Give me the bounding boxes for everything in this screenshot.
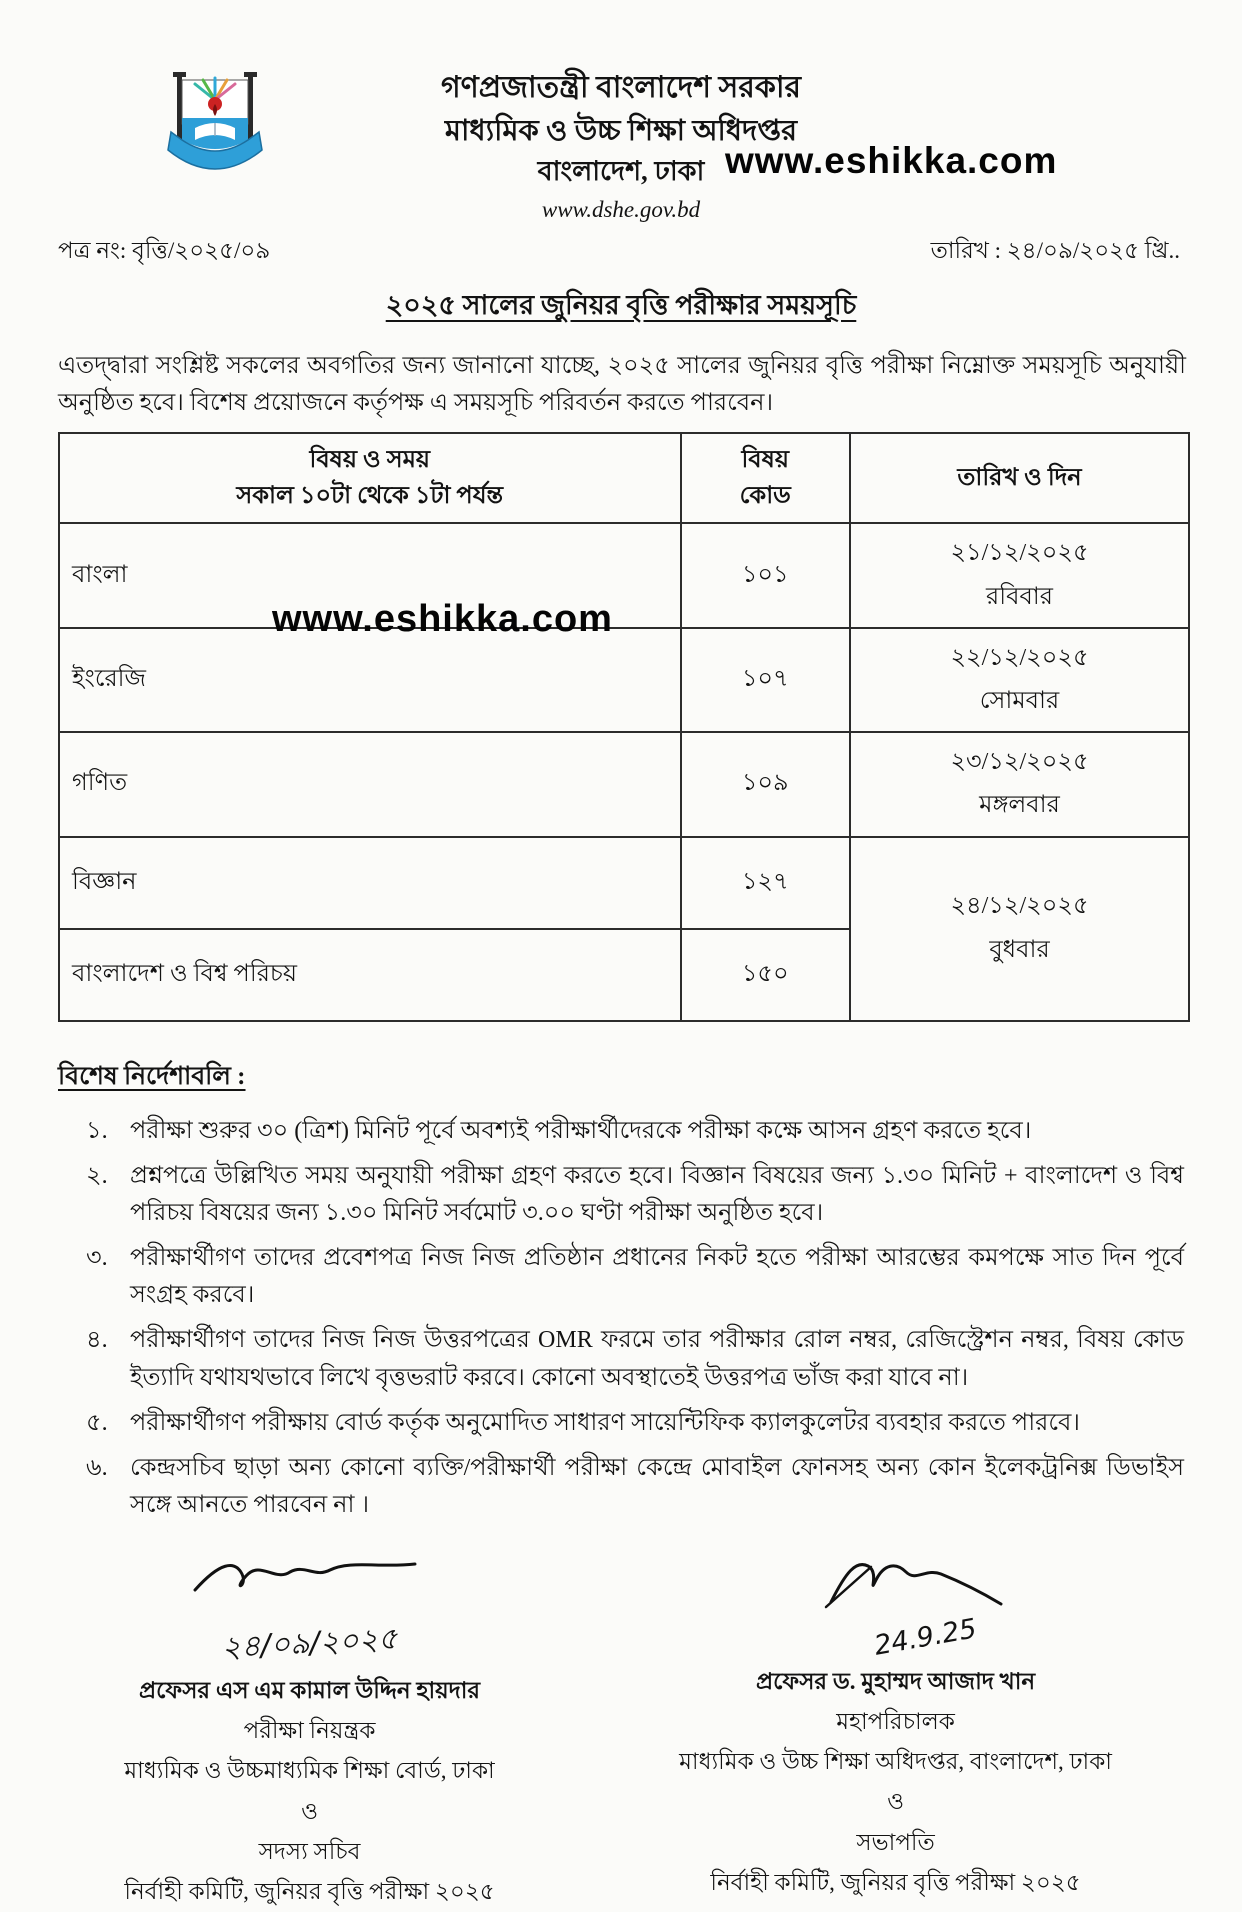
conjunction: ও — [887, 1789, 905, 1815]
subject-cell: বিজ্ঞান — [59, 837, 681, 929]
item-number: ১. — [86, 1117, 108, 1144]
signature-left — [40, 1552, 579, 1912]
watermark-top: www.eshikka.com — [725, 140, 1058, 181]
item-number: ৬. — [86, 1455, 108, 1482]
dshe-emblem-logo — [163, 66, 267, 194]
instruction-item — [58, 1405, 1194, 1442]
special-instructions — [0, 1022, 1242, 1525]
code-cell: ১০৯ — [681, 732, 851, 836]
signatory-role: সভাপতি — [856, 1829, 935, 1855]
item-text: কেন্দ্রসচিব ছাড়া অন্য কোনো ব্যক্তি/পরীক্ষার্থী পরীক্ষা কেন্দ্রে মোবাইল ফোনসহ অন্য কোন ইলেকট্রনিক্স ডিভাইস সঙ্গে আনতে পারবেন না । — [130, 1455, 1184, 1519]
signatory-name: প্রফেসর ড. মুহাম্মদ আজাদ খান — [756, 1668, 1036, 1694]
item-number: ২. — [86, 1162, 108, 1189]
signatory-designation: পরীক্ষা নিয়ন্ত্রক — [243, 1718, 376, 1744]
date-cell: ২৩/১২/২০২৫ মঙ্গলবার — [850, 732, 1189, 836]
subject-cell: ইংরেজি — [59, 628, 681, 732]
signature-block — [0, 1552, 1242, 1912]
signature-right — [579, 1552, 1212, 1912]
subject-cell: বাংলাদেশ ও বিশ্ব পরিচয় — [59, 929, 681, 1021]
table-row — [59, 732, 1189, 836]
issue-date: তারিখ : ২৪/০৯/২০২৫ খ্রি.. — [930, 238, 1180, 264]
table-header-row — [59, 433, 1189, 523]
signatory-designation: মহাপরিচালক — [836, 1708, 955, 1734]
item-number: ৩. — [86, 1245, 108, 1272]
instruction-item — [58, 1240, 1194, 1314]
header-location-line: বাংলাদেশ, ঢাকা — [537, 155, 705, 186]
date-cell: ২১/১২/২০২৫ রবিবার — [850, 523, 1189, 627]
instruction-item — [58, 1322, 1194, 1396]
meta-row — [0, 226, 1242, 271]
signature-left-scribble-icon — [180, 1552, 440, 1604]
item-text: প্রশ্নপত্রে উল্লিখিত সময় অনুযায়ী পরীক্ষা গ্রহণ করতে হবে। বিজ্ঞান বিষয়ের জন্য ১.৩০ মিনিট + বাংলাদেশ ও বিশ্ব পরিচয় বিষয়ের জন্য ১.৩০ মিনিট সর্বমোট ৩.০০ ঘণ্টা পরীক্ষা অনুষ্ঠিত হবে। — [130, 1162, 1184, 1226]
item-text: পরীক্ষার্থীগণ তাদের নিজ নিজ উত্তরপত্রের OMR ফরমে তার পরীক্ষার রোল নম্বর, রেজিস্ট্রেশন নম্বর, বিষয় কোড ইত্যাদি যথাযথভাবে লিখে বৃত্তভরাট করবে। কোনো অবস্থাতেই উত্তরপত্র ভাঁজ করা যাবে না। — [130, 1327, 1184, 1391]
instruction-item — [58, 1113, 1194, 1150]
code-cell: ১২৭ — [681, 837, 851, 929]
exam-schedule-table — [58, 432, 1190, 1021]
table-row — [59, 523, 1189, 627]
table-row — [59, 628, 1189, 732]
ref-number: পত্র নং: বৃত্তি/২০২৫/০৯ — [58, 238, 271, 264]
signature-left-handwritten-date: ২৪/০৯/২০২৫ — [220, 1621, 399, 1666]
header-government-line: গণপ্রজাতন্ত্রী বাংলাদেশ সরকার — [440, 71, 802, 104]
signatory-name: প্রফেসর এস এম কামাল উদ্দিন হায়দার — [139, 1677, 481, 1703]
date-cell: ২২/১২/২০২৫ সোমবার — [850, 628, 1189, 732]
instruction-item — [58, 1450, 1194, 1524]
header-website: www.dshe.gov.bd — [541, 196, 701, 222]
committee-line: নির্বাহী কমিটি, জুনিয়র বৃত্তি পরীক্ষা ২০২৫ — [124, 1879, 495, 1905]
instructions-heading: বিশেষ নির্দেশাবলি : — [58, 1062, 246, 1090]
code-cell: ১০১ — [681, 523, 851, 627]
conjunction: ও — [301, 1798, 319, 1824]
header-subject-time: বিষয় ও সময় সকাল ১০টা থেকে ১টা পর্যন্ত — [59, 433, 681, 523]
signature-right-handwritten-date: 24.9.25 — [872, 1613, 979, 1663]
header-subject-code: বিষয় কোড — [681, 433, 851, 523]
document-title: ২০২৫ সালের জুনিয়র বৃত্তি পরীক্ষার সময়সূচি — [385, 290, 857, 321]
header-date-day: তারিখ ও দিন — [850, 433, 1189, 523]
signatory-office: মাধ্যমিক ও উচ্চমাধ্যমিক শিক্ষা বোর্ড, ঢাকা — [124, 1758, 495, 1784]
date-cell-merged: ২৪/১২/২০২৫ বুধবার — [850, 837, 1189, 1021]
signatory-role: সদস্য সচিব — [258, 1838, 361, 1864]
item-number: ৫. — [86, 1409, 108, 1436]
item-text: পরীক্ষার্থীগণ তাদের প্রবেশপত্র নিজ নিজ প্রতিষ্ঠান প্রধানের নিকট হতে পরীক্ষা আরম্ভের কমপক্ষে সাত দিন পূর্বে সংগ্রহ করবে। — [130, 1245, 1184, 1309]
committee-line: নির্বাহী কমিটি, জুনিয়র বৃত্তি পরীক্ষা ২০২৫ — [710, 1869, 1081, 1895]
signatory-office: মাধ্যমিক ও উচ্চ শিক্ষা অধিদপ্তর, বাংলাদেশ, ঢাকা — [679, 1749, 1112, 1775]
intro-paragraph: এতদ্দ্বারা সংশ্লিষ্ট সকলের অবগতির জন্য জানানো যাচ্ছে, ২০২৫ সালের জুনিয়র বৃত্তি পরীক্ষা নিম্নোক্ত সময়সূচি অনুযায়ী অনুষ্ঠিত হবে। বিশেষ প্রয়োজনে কর্তৃপক্ষ এ সময়সূচি পরিবর্তন করতে পারবেন। — [58, 353, 1186, 417]
item-number: ৪. — [86, 1327, 108, 1354]
subject-cell: গণিত — [59, 732, 681, 836]
instruction-item — [58, 1158, 1194, 1232]
item-text: পরীক্ষা শুরুর ৩০ (ত্রিশ) মিনিট পূর্বে অবশ্যই পরীক্ষার্থীদেরকে পরীক্ষা কক্ষে আসন গ্রহণ করতে হবে। — [130, 1117, 1032, 1144]
code-cell: ১৫০ — [681, 929, 851, 1021]
code-cell: ১০৭ — [681, 628, 851, 732]
letterhead — [0, 0, 1242, 226]
header-organization-line: মাধ্যমিক ও উচ্চ শিক্ষা অধিদপ্তর — [444, 114, 798, 147]
subject-cell: বাংলা — [59, 523, 681, 627]
item-text: পরীক্ষার্থীগণ পরীক্ষায় বোর্ড কর্তৃক অনুমোদিত সাধারণ সায়েন্টিফিক ক্যালকুলেটর ব্যবহার করতে পারবে। — [130, 1409, 1080, 1436]
watermark-middle: www.eshikka.com — [272, 598, 613, 640]
table-row — [59, 837, 1189, 929]
